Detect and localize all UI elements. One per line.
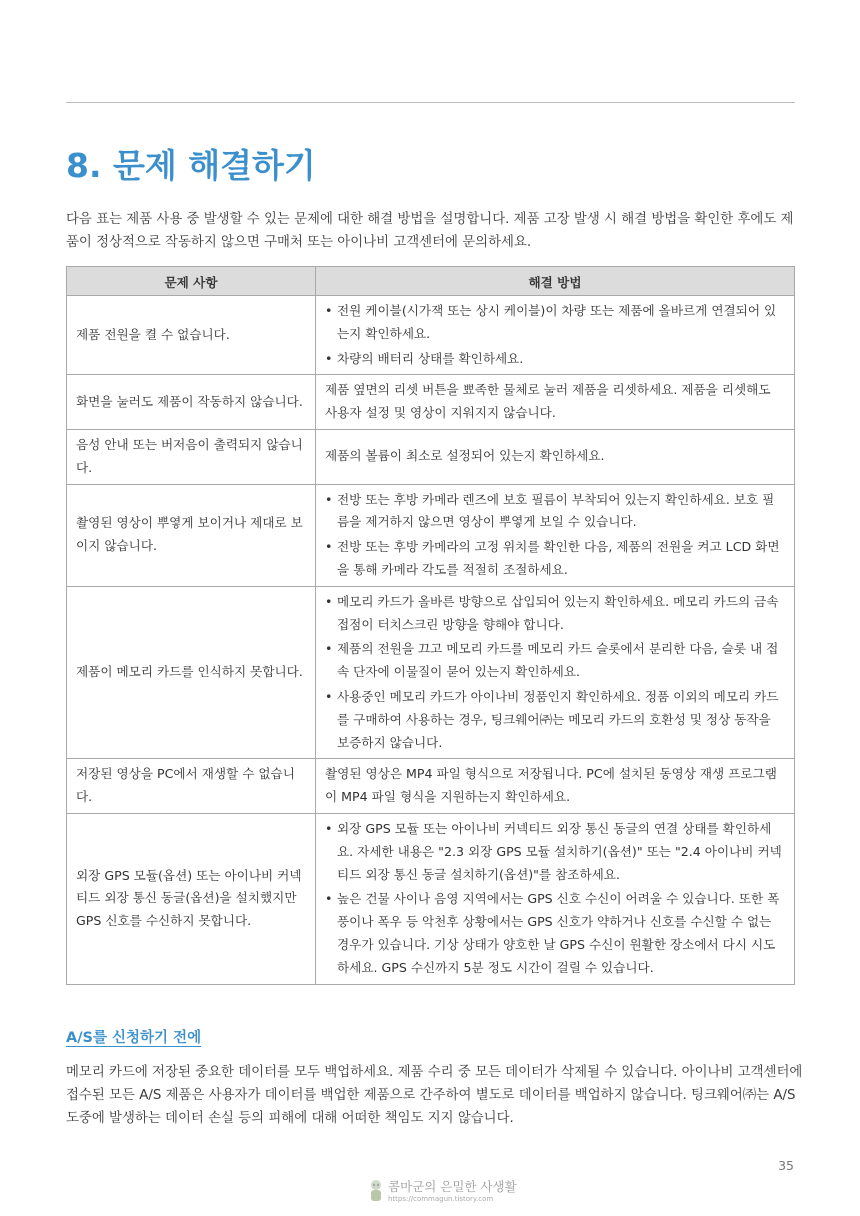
solution-item — [325, 489, 785, 535]
solution-cell — [316, 296, 795, 375]
solution-cell: 제품 옆면의 리셋 버튼을 뾰족한 물체로 눌러 제품을 리셋하세요. 제품을 리셋해도 사용자 설정 및 영상이 지워지지 않습니다. — [316, 375, 795, 430]
solution-list — [325, 818, 785, 980]
as-section-paragraph: 메모리 카드에 저장된 중요한 데이터를 모두 백업하세요. 제품 수리 중 모든 데이터가 삭제될 수 있습니다. 아이나비 고객센터에 접수된 모든 A/S 제품은 사용자가 데이터를 백업한 제품으로 간주하여 별도로 데이터를 백업하지 않습니다. 팅크웨어㈜는 A/S 도중에 발생하는 데이터 손실 등의 피해에 대해 어떠한 책임도 지지 않습니다. — [66, 1065, 803, 1126]
bullet-icon: • — [325, 539, 333, 555]
table-row — [67, 429, 795, 484]
bullet-icon: • — [325, 350, 333, 366]
solution-list — [325, 591, 785, 755]
problem-cell: 화면을 눌러도 제품이 작동하지 않습니다. — [67, 375, 316, 430]
solution-text: 전원 케이블(시가잭 또는 상시 케이블)이 차량 또는 제품에 올바르게 연결되어 있는지 확인하세요. — [337, 303, 777, 341]
solution-text: 외장 GPS 모듈 또는 아이나비 커넥티드 외장 통신 동글의 연결 상태를 확인하세요. 자세한 내용은 "2.3 외장 GPS 모듈 설치하기(옵션)" 또는 "2.4 아이나비 커넥티드 외장 통신 동글 설치하기(옵션)"를 참조하세요. — [337, 820, 782, 882]
problem-cell: 음성 안내 또는 버저음이 출력되지 않습니다. — [67, 429, 316, 484]
troubleshooting-table — [66, 266, 795, 985]
solution-item — [325, 348, 785, 371]
solution-cell: 제품의 볼륨이 최소로 설정되어 있는지 확인하세요. — [316, 429, 795, 484]
solution-item — [325, 591, 785, 637]
table-header-row — [67, 267, 795, 296]
solution-cell — [316, 813, 795, 984]
header-solution: 해결 방법 — [316, 267, 795, 296]
bullet-icon: • — [325, 820, 333, 836]
table-row — [67, 296, 795, 375]
page-title: 8. 문제 해결하기 — [66, 146, 316, 185]
blog-watermark — [368, 1175, 518, 1211]
page-number: 35 — [778, 1158, 794, 1173]
solution-text: 차량의 배터리 상태를 확인하세요. — [337, 350, 524, 366]
solution-item — [325, 536, 785, 582]
watermark-url: https://commagun.tistory.com — [388, 1195, 494, 1203]
bullet-icon: • — [325, 593, 333, 609]
bullet-icon: • — [325, 641, 333, 657]
solution-item — [325, 300, 785, 346]
solution-text: 제품의 전원을 끄고 메모리 카드를 메모리 카드 슬롯에서 분리한 다음, 슬롯 내 접속 단자에 이물질이 묻어 있는지 확인하세요. — [337, 641, 779, 680]
problem-cell: 저장된 영상을 PC에서 재생할 수 없습니다. — [67, 759, 316, 814]
top-divider — [66, 102, 795, 103]
problem-cell: 제품이 메모리 카드를 인식하지 못합니다. — [67, 586, 316, 759]
table-row — [67, 813, 795, 984]
solution-cell — [316, 586, 795, 759]
solution-text: 메모리 카드가 올바른 방향으로 삽입되어 있는지 확인하세요. 메모리 카드의 금속 접점이 터치스크린 방향을 향해야 합니다. — [337, 593, 779, 632]
solution-list — [325, 300, 785, 370]
solution-text: 높은 건물 사이나 음영 지역에서는 GPS 신호 수신이 어려울 수 있습니다. 또한 폭풍이나 폭우 등 악천후 상황에서는 GPS 신호가 약하거나 신호를 수신할 수 없는 경우가 있습니다. 기상 상태가 양호한 날 GPS 수신이 원활한 장소에서 다시 시도하세요. GPS 수신까지 5분 정도 시간이 걸릴 수 있습니다. — [337, 891, 780, 975]
table-row — [67, 586, 795, 759]
bullet-icon: • — [325, 688, 333, 704]
solution-cell: 촬영된 영상은 MP4 파일 형식으로 저장됩니다. PC에 설치된 동영상 재생 프로그램이 MP4 파일 형식을 지원하는지 확인하세요. — [316, 759, 795, 814]
problem-cell: 외장 GPS 모듈(옵션) 또는 아이나비 커넥티드 외장 통신 동글(옵션)을 설치했지만 GPS 신호를 수신하지 못합니다. — [67, 813, 316, 984]
solution-list — [325, 489, 785, 582]
solution-item — [325, 686, 785, 754]
table-row — [67, 484, 795, 586]
bullet-icon: • — [325, 303, 333, 318]
solution-item — [325, 638, 785, 684]
as-section-title: A/S를 신청하기 전에 — [66, 1030, 202, 1046]
solution-item — [325, 818, 785, 886]
solution-item — [325, 888, 785, 979]
solution-text: 전방 또는 후방 카메라 렌즈에 보호 필름이 부착되어 있는지 확인하세요. 보호 필름을 제거하지 않으면 영상이 뿌옇게 보일 수 있습니다. — [337, 491, 775, 530]
header-problem: 문제 사항 — [67, 267, 316, 296]
problem-cell: 촬영된 영상이 뿌옇게 보이거나 제대로 보이지 않습니다. — [67, 484, 316, 586]
intro-paragraph: 다음 표는 제품 사용 중 발생할 수 있는 문제에 대한 해결 방법을 설명합니다. 제품 고장 발생 시 해결 방법을 확인한 후에도 제품이 정상적으로 작동하지 않으면 구매처 또는 아이나비 고객센터에 문의하세요. — [66, 212, 794, 250]
bullet-icon: • — [325, 491, 333, 507]
watermark-title: 콤마군의 은밀한 사생활 — [388, 1179, 517, 1194]
solution-text: 사용중인 메모리 카드가 아이나비 정품인지 확인하세요. 정품 이외의 메모리 카드를 구매하여 사용하는 경우, 팅크웨어㈜는 메모리 카드의 호환성 및 정상 동작을 보증하지 않습니다. — [337, 688, 779, 750]
table-row — [67, 375, 795, 430]
solution-text: 전방 또는 후방 카메라의 고정 위치를 확인한 다음, 제품의 전원을 켜고 LCD 화면을 통해 카메라 각도를 적절히 조절하세요. — [337, 539, 780, 577]
bullet-icon: • — [325, 891, 333, 907]
solution-cell — [316, 484, 795, 586]
table-row — [67, 759, 795, 814]
problem-cell: 제품 전원을 켤 수 없습니다. — [67, 296, 316, 375]
mascot-icon — [368, 1179, 384, 1203]
